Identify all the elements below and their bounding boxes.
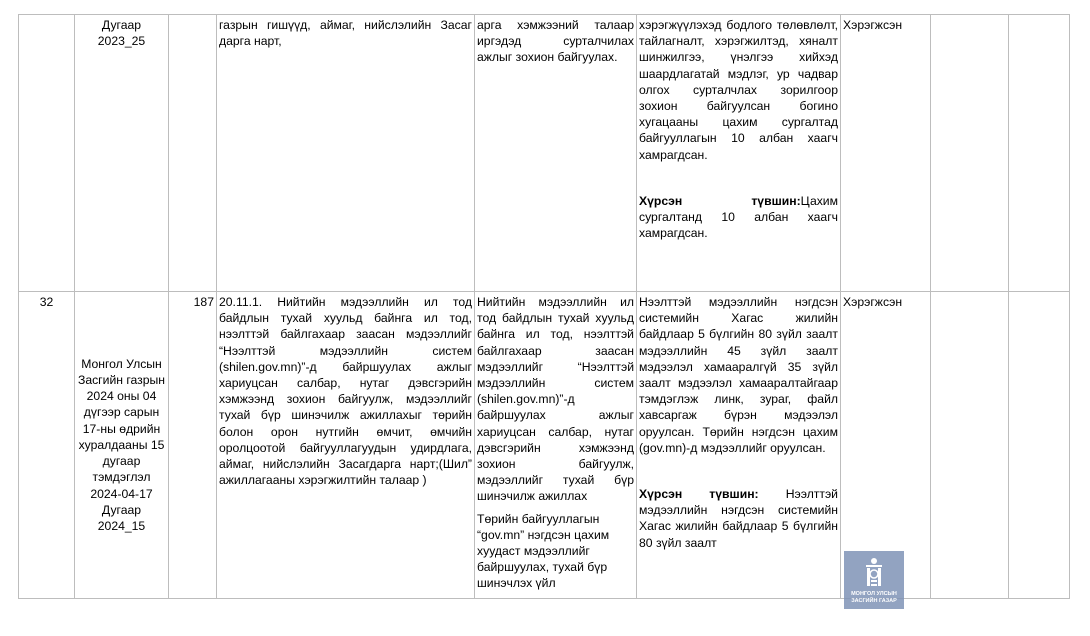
task-cell (475, 292, 637, 599)
provision-cell: газрын гишүүд, аймаг, нийслэлийн Засаг дарга нарт, (217, 15, 475, 292)
implementation-report-table (18, 14, 1070, 599)
achieved-level-text: Цахим сургалтанд 10 албан хаагч хамрагдсан. (639, 193, 838, 241)
row-number-cell (19, 15, 75, 292)
source-document-cell: Монгол Улсын Засгийн газрын 2024 оны 04 дүгээр сарын 17-ны өдрийн хуралдааны 15 дугаар тэмдэглэл 2024-04-17 Дугаар 2024_15 (75, 292, 169, 599)
progress-text: Нээлттэй мэдээллийн нэгдсэн системийн Хагас жилийн байдлаар 5 бүлгийн 80 зүйл заалт мэдээллийн 45 зүйл заалт мэдээлэл хамааралгүй 35 зүйл заалт мэдээлэл хамааралтайгаар тэмдэглэж линк, зураг, файл хавсаргаж бүрэн мэдээлэл оруулсан. Төрийн нэгдсэн цахим (gov.mn)-д мэдээллийг оруулсан. (639, 295, 838, 455)
progress-cell (637, 15, 841, 292)
achieved-level-text: Нээлттэй мэдээллийн нэгдсэн системийн Хагас жилийн байдлаар 5 бүлгийн 80 зүйл заалт (639, 487, 838, 550)
achieved-level-label: Хүрсэн түвшин: (639, 193, 801, 208)
row-number-cell: 32 (19, 292, 75, 599)
status-cell: Хэрэгжсэн (841, 292, 931, 599)
page-number-cell (169, 15, 217, 292)
task-text: Нийтийн мэдээллийн ил тод байдлын тухай хуульд байнга ил тод, нээлттэй байлгахаар заасан мэдээллийг “Нээлттэй мэдээллийн систем (shilen.gov.mn)”-д байршуулах ажлыг хариуцсан салбар, нутаг дэвсгэрийн хэмжээнд зохион байгуулж, мэдээллийг тухай бүр шинэчилж ажиллах (477, 295, 634, 504)
soyombo-emblem-icon (862, 557, 886, 589)
status-cell: Хэрэгжсэн (841, 15, 931, 292)
empty-cell (1009, 15, 1070, 292)
achieved-level (639, 486, 838, 551)
achieved-level (639, 193, 838, 242)
progress-cell (637, 292, 841, 599)
page-number-cell: 187 (169, 292, 217, 599)
table-row (19, 15, 1070, 292)
watermark-caption-line2: ЗАСГИЙН ГАЗАР (851, 598, 897, 604)
empty-cell (931, 292, 1009, 599)
achieved-level-label: Хүрсэн түвшин: (639, 487, 759, 502)
table-row (19, 292, 1070, 599)
government-emblem-watermark (844, 551, 904, 609)
task-cell: арга хэмжээний талаар иргэдэд сурталчилах ажлыг зохион байгуулах. (475, 15, 637, 292)
progress-text: хэрэгжүүлэхэд бодлого төлөвлөлт, тайлагналт, хэрэгжилтэд, хяналт шинжилгээ, үнэлгээ хийхэд шаардлагатай мэдлэг, ур чадвар олгох сурталчлах зорилгоор зохион байгуулсан богино хугацааны цахим сургалтад байгууллагын 10 албан хаагч хамрагдсан. (639, 18, 838, 162)
empty-cell (931, 15, 1009, 292)
empty-cell (1009, 292, 1070, 599)
watermark-caption-line1: МОНГОЛ УЛСЫН (851, 591, 897, 597)
provision-cell: 20.11.1. Нийтийн мэдээллийн ил тод байдлын тухай хуульд байнга ил тод, нээлттэй байлгахаар заасан мэдээллийг “Нээлттэй мэдээллийн систем (shilen.gov.mn)”-д байршуулах ажлыг хариуцсан салбар, нутаг дэвсгэрийн хэмжээнд зохион байгуулж, мэдээллийг тухай бүр шинэчилж ажиллахыг төрийн болон орон нутгийн өмчит, өмчийн оролцоотой байгууллагуудын удирдлага, аймаг, нийслэлийн Засагдарга нарт;(Шил” ажиллагааны хэрэгжилтийн талаар ) (217, 292, 475, 599)
source-document-cell: Дугаар 2023_25 (75, 15, 169, 292)
task-extra-text: Төрийн байгууллагын “gov.mn” нэгдсэн цахим хуудаст мэдээллийг байршуулах, тухай бүр шинэчлэх үйл (477, 511, 610, 591)
